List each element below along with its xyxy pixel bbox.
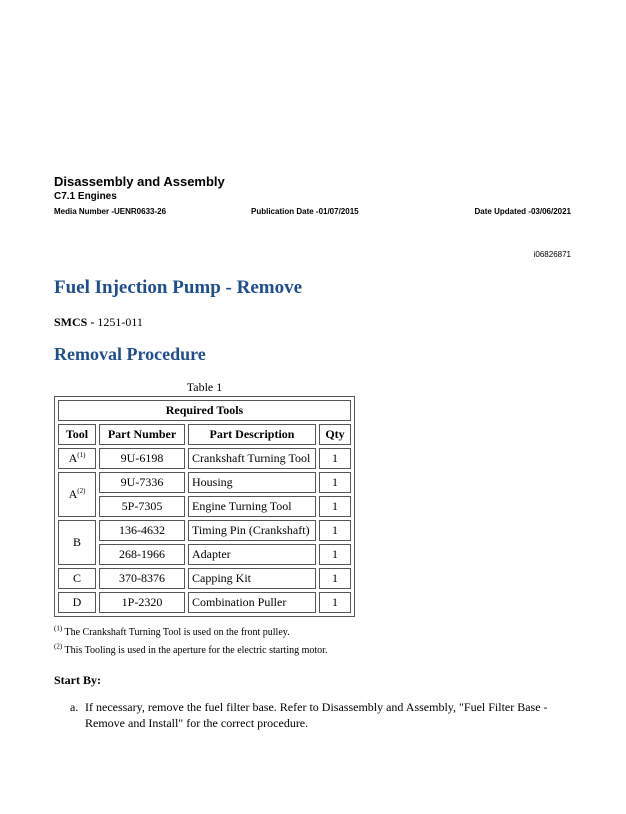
- footnote-mark: (2): [54, 642, 63, 651]
- part-number-cell: 9U-7336: [99, 472, 185, 493]
- media-number: Media Number -UENR0633-26: [54, 207, 167, 216]
- table-row: [58, 496, 351, 517]
- column-header-qty: Qty: [319, 424, 351, 445]
- procedure-step: [70, 699, 570, 731]
- page-title: Fuel Injection Pump - Remove: [54, 277, 303, 298]
- qty-cell: 1: [319, 568, 351, 589]
- qty-cell: 1: [319, 448, 351, 469]
- table-header-row: [58, 424, 351, 445]
- smcs-code: [54, 315, 143, 330]
- qty-cell: 1: [319, 544, 351, 565]
- qty-cell: 1: [319, 520, 351, 541]
- part-number-cell: 1P-2320: [99, 592, 185, 613]
- step-text: If necessary, remove the fuel filter base. Refer to Disassembly and Assembly, "Fuel Filter Base - Remove and Install" for the correct procedure.: [85, 700, 548, 730]
- document-id: i06826871: [533, 250, 571, 259]
- part-description-cell: Combination Puller: [188, 592, 316, 613]
- table-heading: Required Tools: [58, 400, 351, 421]
- table-footnote: [54, 642, 328, 656]
- part-number-cell: 370-8376: [99, 568, 185, 589]
- table-row: [58, 544, 351, 565]
- tool-cell: $A^{(2)}$: [58, 472, 96, 517]
- tool-cell: C: [58, 568, 96, 589]
- document-title: Disassembly and Assembly: [54, 174, 225, 189]
- footnote-mark: (1): [54, 624, 63, 633]
- qty-cell: 1: [319, 472, 351, 493]
- footnote-text: The Crankshaft Turning Tool is used on the front pulley.: [64, 627, 290, 638]
- part-description-cell: Crankshaft Turning Tool: [188, 448, 316, 469]
- part-description-cell: Housing: [188, 472, 316, 493]
- column-header-part-description: Part Description: [188, 424, 316, 445]
- table-row: [58, 568, 351, 589]
- date-updated: Date Updated -03/06/2021: [474, 207, 571, 216]
- table-row: [58, 592, 351, 613]
- part-number-cell: 136-4632: [99, 520, 185, 541]
- tool-cell: D: [58, 592, 96, 613]
- part-description-cell: Engine Turning Tool: [188, 496, 316, 517]
- tool-cell: B: [58, 520, 96, 565]
- table-row: [58, 472, 351, 493]
- part-number-cell: 268-1966: [99, 544, 185, 565]
- footnote-text: This Tooling is used in the aperture for the electric starting motor.: [64, 645, 328, 656]
- qty-cell: 1: [319, 496, 351, 517]
- part-description-cell: Adapter: [188, 544, 316, 565]
- table-row: [58, 448, 351, 469]
- column-header-part-number: Part Number: [99, 424, 185, 445]
- smcs-label: SMCS -: [54, 315, 95, 329]
- table-heading-row: [58, 400, 351, 421]
- required-tools-table: [54, 396, 355, 617]
- start-by-heading: Start By:: [54, 673, 101, 687]
- table-row: [58, 520, 351, 541]
- publication-date: Publication Date -01/07/2015: [251, 207, 359, 216]
- column-header-tool: Tool: [58, 424, 96, 445]
- table-footnote: [54, 624, 290, 638]
- document-subtitle: C7.1 Engines: [54, 191, 117, 202]
- part-number-cell: 5P-7305: [99, 496, 185, 517]
- table-caption: Table 1: [186, 380, 223, 394]
- tool-cell: $A^{(1)}$: [58, 448, 96, 469]
- qty-cell: 1: [319, 592, 351, 613]
- section-title: Removal Procedure: [54, 344, 206, 364]
- part-number-cell: 9U-6198: [99, 448, 185, 469]
- part-description-cell: Timing Pin (Crankshaft): [188, 520, 316, 541]
- step-marker: a.: [70, 700, 79, 714]
- smcs-value: 1251-011: [97, 315, 143, 329]
- part-description-cell: Capping Kit: [188, 568, 316, 589]
